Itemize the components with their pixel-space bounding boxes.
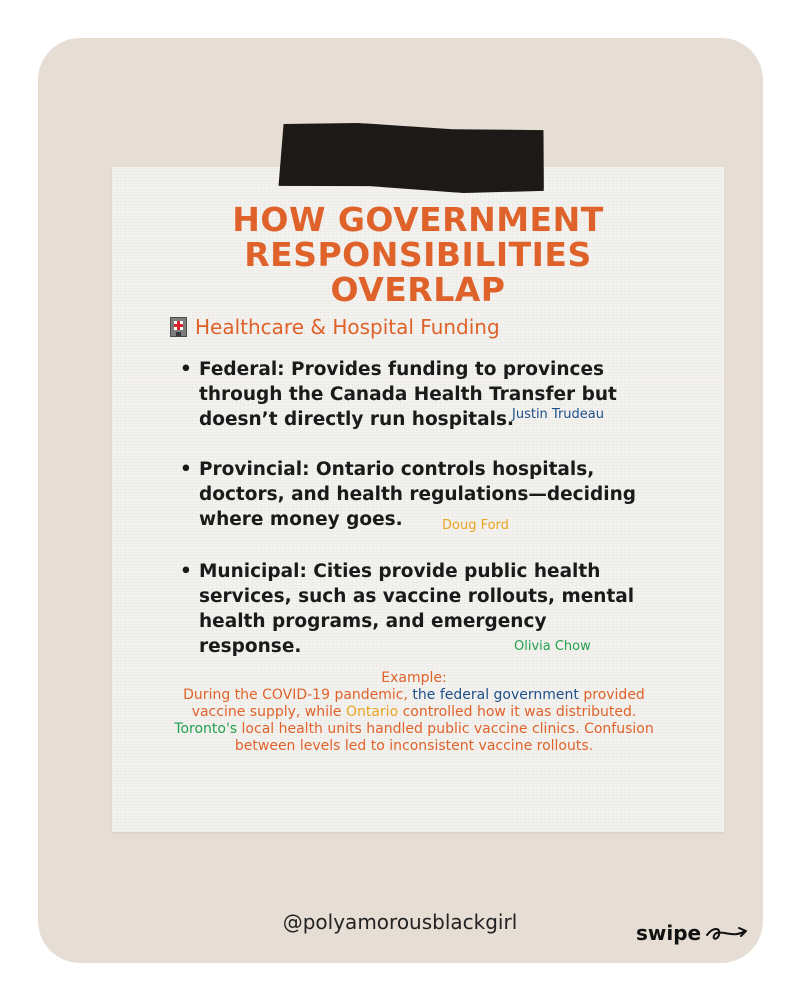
example-block [170, 670, 658, 755]
title-line-3: OVERLAP [330, 270, 506, 309]
bullet-provincial-text: Provincial: Ontario controls hospitals, doctors, and health regulations—deciding where money goes. [199, 459, 636, 530]
swipe-hint[interactable] [636, 921, 751, 945]
example-text-5: controlled how it was distributed. [398, 704, 637, 720]
example-text-1: During the COVID-19 pandemic, [183, 687, 413, 703]
example-federal: the federal government [412, 687, 579, 703]
example-toronto: Toronto's [174, 721, 238, 737]
example-ontario: Ontario [345, 704, 399, 720]
page-title [112, 202, 724, 307]
title-line-2: RESPONSIBILITIES [244, 235, 592, 274]
example-text-7: local health units handled public vaccine clinics. Confusion between levels led to inconsistent vaccine rollouts. [234, 721, 654, 754]
social-handle: @polyamorousblackgirl [282, 910, 518, 934]
bullet-dot: • [180, 561, 192, 582]
bullet-dot: • [180, 459, 192, 480]
swipe-arrow-icon [705, 921, 751, 945]
title-line-1: HOW GOVERNMENT [232, 200, 604, 239]
bullet-federal-text: Federal: Provides funding to provinces through the Canada Health Transfer but doesn’t directly run hospitals. [199, 359, 617, 430]
signature-trudeau: Justin Trudeau [512, 407, 604, 422]
bullet-dot: • [180, 359, 192, 380]
tape-strip [276, 120, 546, 196]
swipe-label: swipe [636, 921, 702, 945]
signature-ford: Doug Ford [442, 518, 509, 533]
example-label: Example: [381, 670, 447, 686]
example-text-3: provided vaccine supply, while [191, 687, 645, 720]
signature-chow: Olivia Chow [514, 639, 591, 654]
section-heading-text: Healthcare & Hospital Funding [195, 315, 500, 339]
bullet-provincial [180, 457, 650, 532]
hospital-icon [170, 317, 187, 337]
section-heading [170, 313, 500, 341]
bullet-municipal-text: Municipal: Cities provide public health services, such as vaccine rollouts, mental health programs, and emergency response. [199, 561, 635, 657]
